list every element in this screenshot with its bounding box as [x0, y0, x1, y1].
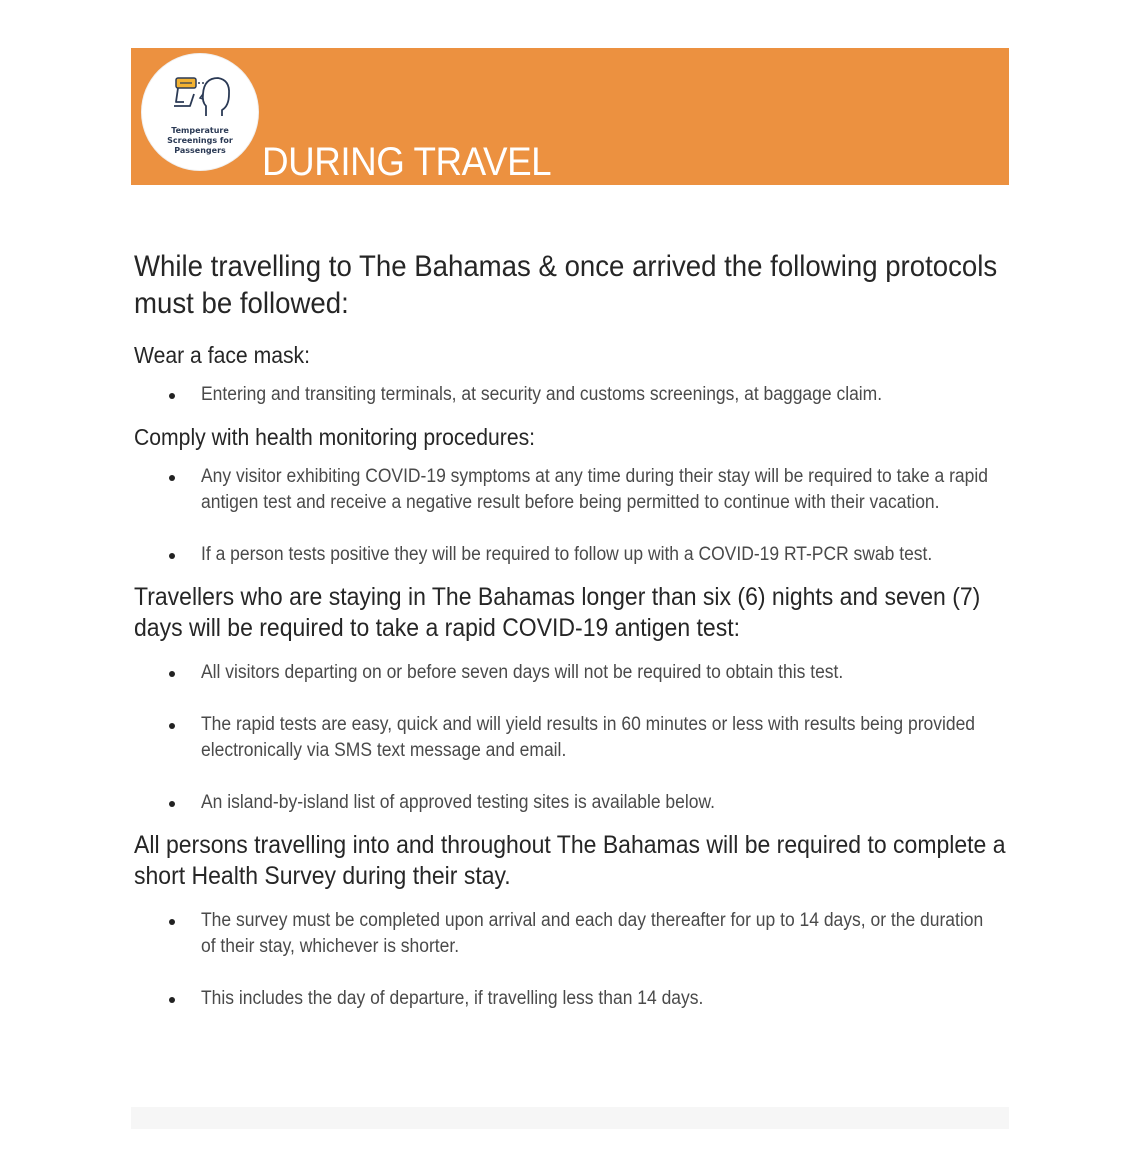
footer-band — [131, 1107, 1009, 1129]
list-item — [134, 712, 1014, 764]
bullet-icon — [169, 475, 175, 481]
section-heading: Travellers who are staying in The Bahamas longer than six (6) nights and seven (7) days will be required to take a rapid COVID-19 antigen test: — [134, 583, 981, 642]
list-item — [134, 908, 1014, 960]
bullet-icon — [169, 997, 175, 1003]
bullet-icon — [169, 801, 175, 807]
list-item — [134, 660, 1014, 686]
list-item-text: This includes the day of departure, if travelling less than 14 days. — [201, 988, 704, 1009]
list-item-text: Entering and transiting terminals, at security and customs screenings, at baggage claim. — [201, 384, 883, 405]
bullet-icon — [169, 723, 175, 729]
bullet-icon — [169, 671, 175, 677]
list-item-text: The survey must be completed upon arrival and each day thereafter for up to 14 days, or the duration of their stay, whichever is shorter. — [201, 910, 984, 957]
page-title: DURING TRAVEL — [262, 140, 552, 184]
header-banner — [131, 48, 1009, 185]
logo-caption-line: Screenings for — [167, 136, 233, 145]
bullet-list — [134, 660, 1014, 816]
bullet-icon — [169, 919, 175, 925]
list-item-text: The rapid tests are easy, quick and will yield results in 60 minutes or less with results being provided electronically via SMS text message and email. — [201, 714, 976, 761]
bullet-icon — [169, 553, 175, 559]
bullet-list — [134, 908, 1014, 1012]
list-item — [134, 464, 1014, 516]
thermometer-scan-icon — [172, 72, 232, 120]
bullet-icon — [169, 393, 175, 399]
list-item-text: All visitors departing on or before seven days will not be required to obtain this test. — [201, 662, 844, 683]
section-heading: Wear a face mask: — [134, 342, 311, 368]
list-item-text: An island-by-island list of approved testing sites is available below. — [201, 792, 716, 813]
intro-paragraph: While travelling to The Bahamas & once arrived the following protocols must be followed: — [134, 250, 998, 320]
list-item — [134, 790, 1014, 816]
bullet-list — [134, 382, 1014, 408]
list-item-text: If a person tests positive they will be required to follow up with a COVID-19 RT-PCR swab test. — [201, 544, 933, 565]
list-item — [134, 542, 1014, 568]
logo-caption — [150, 126, 250, 156]
section-heading: All persons travelling into and throughout The Bahamas will be required to complete a short Health Survey during their stay. — [134, 831, 1006, 890]
list-item — [134, 986, 1014, 1012]
list-item-text: Any visitor exhibiting COVID-19 symptoms at any time during their stay will be required to take a rapid antigen test and receive a negative result before being permitted to continue with their vacation. — [201, 466, 988, 513]
temperature-screening-logo — [142, 54, 258, 170]
logo-caption-line: Passengers — [174, 146, 226, 155]
bullet-list — [134, 464, 1014, 568]
list-item — [134, 382, 1014, 408]
section-heading: Comply with health monitoring procedures: — [134, 424, 536, 450]
main-content — [134, 248, 1014, 1026]
logo-caption-line: Temperature — [171, 126, 229, 135]
